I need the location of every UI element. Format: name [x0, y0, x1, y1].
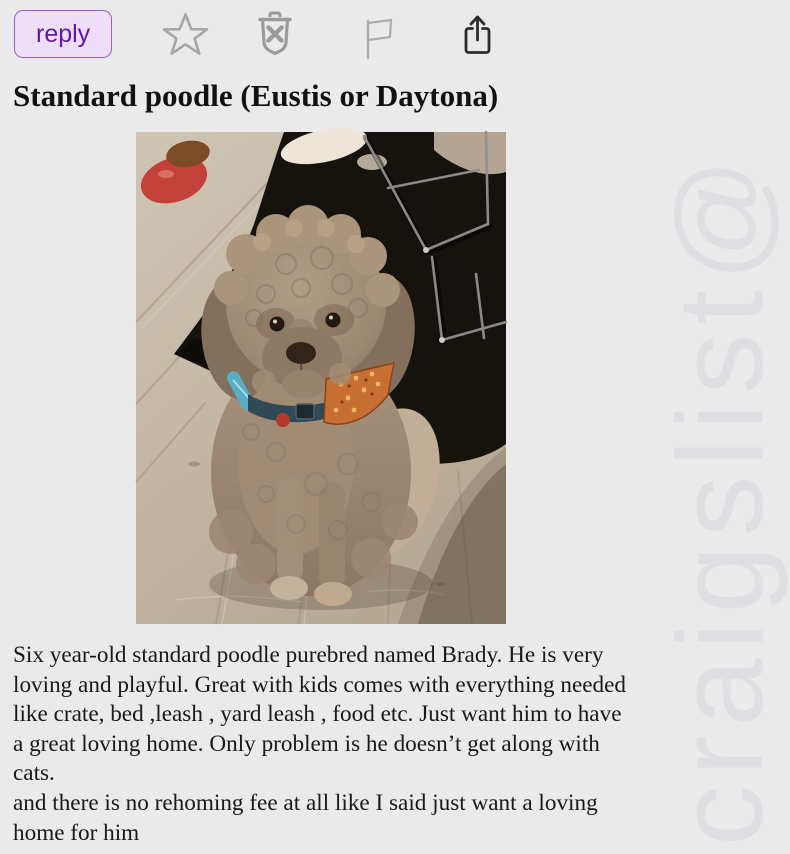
favorite-star-icon[interactable] — [162, 12, 209, 57]
craigslist-watermark: craigslist@ — [652, 148, 788, 846]
trash-icon[interactable] — [253, 11, 297, 57]
share-icon[interactable] — [462, 13, 493, 56]
listing-title: Standard poodle (Eustis or Daytona) — [13, 78, 499, 113]
dog-photo-illustration — [136, 132, 506, 624]
listing-description — [13, 641, 631, 848]
description-paragraph: and there is no rehoming fee at all like I said just want a loving home for him — [13, 789, 598, 846]
reply-button[interactable]: reply — [14, 10, 112, 58]
description-paragraph: Six year-old standard poodle purebred named Brady. He is very loving and playful. Great with kids comes with everything needed like crate, bed ,leash , yard leash , food etc. Just want him to have a great loving home. Only problem is he doesn’t get along with cats. — [13, 642, 627, 787]
toolbar — [0, 0, 640, 68]
listing-photo[interactable] — [136, 132, 506, 624]
flag-icon[interactable] — [361, 16, 395, 60]
